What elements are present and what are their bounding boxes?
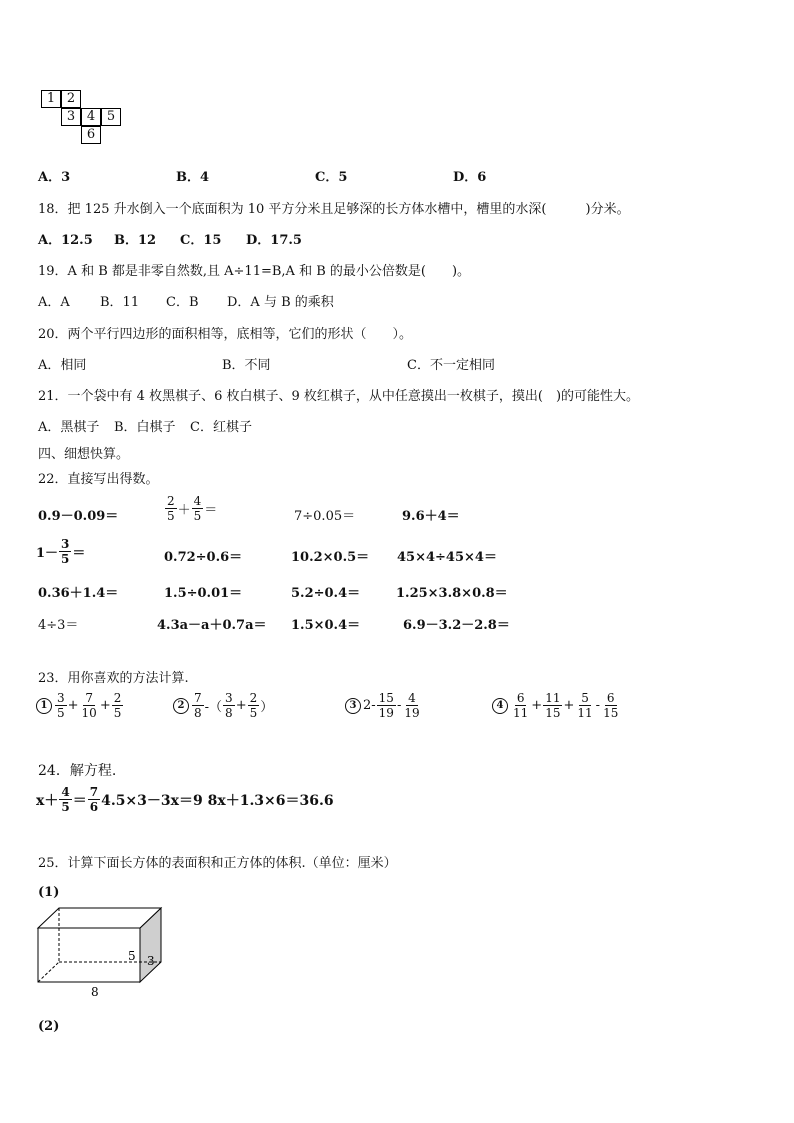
circled-number-2: 2 bbox=[173, 698, 189, 714]
operator: ＋ bbox=[177, 503, 191, 518]
fraction-numerator: 2 bbox=[167, 494, 175, 508]
expression-prefix: 1－ bbox=[36, 546, 59, 561]
fraction-denominator: 10 bbox=[81, 706, 97, 720]
operator: -（ bbox=[204, 700, 223, 715]
q22-r4-b: 4.3a－a＋0.7a＝ bbox=[157, 618, 267, 633]
fraction-numerator: 2 bbox=[249, 691, 258, 705]
fraction-numerator: 2 bbox=[113, 691, 122, 705]
fraction-denominator: 15 bbox=[545, 706, 561, 720]
q18-option-d[interactable]: D．17.5 bbox=[246, 233, 302, 248]
q23-expression-2 bbox=[173, 691, 273, 720]
section-4-heading: 四、细想快算。 bbox=[38, 447, 130, 462]
q23-expression-3 bbox=[345, 691, 423, 720]
q22-r1-c: 7÷0.05＝ bbox=[294, 509, 356, 524]
q23-title: 23．用你喜欢的方法计算. bbox=[38, 671, 189, 686]
cuboid-front-face bbox=[38, 928, 140, 982]
q22-r4-c: 1.5×0.4＝ bbox=[291, 618, 361, 633]
circled-number-4: 4 bbox=[492, 698, 508, 714]
q17-option-a[interactable]: A．3 bbox=[38, 170, 71, 185]
operator: + bbox=[67, 698, 79, 713]
fraction-denominator: 6 bbox=[89, 800, 99, 814]
equations-rest: 4.5×3－3x＝9 8x＋1.3×6＝36.6 bbox=[101, 792, 334, 809]
fraction-numerator: 4 bbox=[193, 494, 202, 508]
q19-option-b[interactable]: B．11 bbox=[100, 295, 140, 310]
q22-r2-b: 0.72÷0.6＝ bbox=[164, 550, 243, 565]
fraction-denominator: 15 bbox=[603, 706, 619, 720]
length-label: 8 bbox=[91, 985, 99, 999]
q22-r1-a: 0.9－0.09＝ bbox=[38, 509, 119, 524]
q22-r1-d: 9.6＋4＝ bbox=[402, 509, 460, 524]
q20-text: 20．两个平行四边形的面积相等，底相等，它们的形状（ ）。 bbox=[38, 327, 413, 342]
net-cell-3: 3 bbox=[61, 108, 81, 126]
q19-text: 19．A 和 B 都是非零自然数,且 A÷11=B,A 和 B 的最小公倍数是( )。 bbox=[38, 264, 471, 279]
fraction-numerator: 3 bbox=[61, 537, 70, 551]
q22-r3-d: 1.25×3.8×0.8＝ bbox=[396, 586, 508, 601]
fraction-denominator: 5 bbox=[61, 800, 70, 814]
expression-prefix: 2- bbox=[363, 698, 376, 713]
fraction-denominator: 11 bbox=[577, 706, 593, 720]
q19-option-c[interactable]: C．B bbox=[166, 295, 199, 310]
cuboid-top-face bbox=[38, 908, 161, 928]
fraction-numerator: 7 bbox=[85, 691, 93, 705]
closing-paren: ） bbox=[260, 700, 274, 715]
q18-option-b[interactable]: B．12 bbox=[114, 233, 157, 248]
q22-r3-c: 5.2÷0.4＝ bbox=[291, 586, 361, 601]
q17-option-b[interactable]: B．4 bbox=[176, 170, 210, 185]
fraction-numerator: 6 bbox=[606, 691, 615, 705]
operator: + bbox=[235, 698, 247, 713]
fraction-numerator: 5 bbox=[581, 691, 589, 705]
q23-expression-1 bbox=[36, 691, 124, 720]
fraction-numerator: 15 bbox=[378, 691, 394, 705]
q22-r2-a bbox=[36, 537, 85, 566]
fraction-denominator: 11 bbox=[513, 706, 529, 720]
q22-r1-b bbox=[164, 494, 217, 523]
height-label: 3 bbox=[147, 954, 155, 968]
operator: + bbox=[563, 698, 575, 713]
operator: - bbox=[396, 698, 402, 713]
q20-option-a[interactable]: A．相同 bbox=[38, 358, 87, 373]
q20-option-b[interactable]: B．不同 bbox=[222, 358, 271, 373]
operator: - bbox=[595, 698, 601, 713]
circled-number-1: 1 bbox=[36, 698, 52, 714]
fraction-denominator: 5 bbox=[249, 706, 258, 720]
q21-option-a[interactable]: A．黑棋子 bbox=[38, 420, 100, 435]
q22-r4-d: 6.9－3.2－2.8＝ bbox=[403, 618, 510, 633]
equals-sign: ＝ bbox=[72, 546, 86, 561]
equals-sign: ＝ bbox=[204, 503, 218, 518]
fraction-denominator: 5 bbox=[57, 706, 65, 720]
q18-option-c[interactable]: C．15 bbox=[180, 233, 222, 248]
q20-option-c[interactable]: C．不一定相同 bbox=[407, 358, 495, 373]
net-cell-1: 1 bbox=[41, 90, 61, 108]
q25-title: 25．计算下面长方体的表面积和正方体的体积.（单位：厘米） bbox=[38, 856, 397, 871]
fraction-numerator: 3 bbox=[225, 691, 233, 705]
net-cell-4: 4 bbox=[81, 108, 101, 126]
q22-r3-a: 0.36＋1.4＝ bbox=[38, 586, 119, 601]
q25-part-1-label: (1) bbox=[38, 885, 60, 900]
fraction-denominator: 8 bbox=[194, 706, 202, 720]
fraction-numerator: 6 bbox=[516, 691, 525, 705]
fraction-numerator: 7 bbox=[89, 785, 99, 799]
operator: + bbox=[99, 698, 111, 713]
q22-r2-c: 10.2×0.5＝ bbox=[291, 550, 370, 565]
q21-option-b[interactable]: B．白棋子 bbox=[114, 420, 176, 435]
q24-equations bbox=[36, 785, 334, 814]
fraction-numerator: 7 bbox=[194, 691, 202, 705]
width-label: 5 bbox=[128, 949, 136, 963]
operator: + bbox=[531, 698, 543, 713]
fraction-denominator: 5 bbox=[193, 509, 202, 523]
q17-option-d[interactable]: D．6 bbox=[453, 170, 487, 185]
q24-title: 24．解方程. bbox=[38, 763, 117, 779]
fraction-denominator: 5 bbox=[167, 509, 175, 523]
fraction-denominator: 5 bbox=[61, 552, 70, 566]
fraction-denominator: 19 bbox=[378, 706, 394, 720]
q21-text: 21．一个袋中有 4 枚黑棋子、6 枚白棋子、9 枚红棋子，从中任意摸出一枚棋子，摸出( )的可能性大。 bbox=[38, 389, 640, 404]
q19-option-d[interactable]: D．A 与 B 的乘积 bbox=[227, 295, 334, 310]
q25-part-2-label: (2) bbox=[38, 1019, 60, 1034]
fraction-numerator: 11 bbox=[545, 691, 561, 705]
q22-r4-a: 4÷3＝ bbox=[38, 618, 79, 633]
q21-option-c[interactable]: C．红棋子 bbox=[190, 420, 252, 435]
circled-number-3: 3 bbox=[345, 698, 361, 714]
fraction-denominator: 8 bbox=[225, 706, 233, 720]
fraction-denominator: 5 bbox=[113, 706, 122, 720]
q22-title: 22．直接写出得数。 bbox=[38, 472, 159, 487]
net-cell-6: 6 bbox=[81, 126, 101, 144]
net-cell-2: 2 bbox=[61, 90, 81, 108]
cuboid-figure bbox=[30, 900, 170, 1000]
q17-option-c[interactable]: C．5 bbox=[315, 170, 348, 185]
expression-prefix: x＋ bbox=[36, 792, 59, 809]
q22-r2-d: 45×4÷45×4＝ bbox=[397, 550, 497, 565]
equals-sign: ＝ bbox=[72, 792, 87, 809]
q19-option-a[interactable]: A．A bbox=[38, 295, 70, 310]
net-cell-5: 5 bbox=[101, 108, 121, 126]
q18-option-a[interactable]: A．12.5 bbox=[38, 233, 93, 248]
fraction-denominator: 19 bbox=[404, 706, 420, 720]
fraction-numerator: 3 bbox=[57, 691, 65, 705]
q18-text: 18．把 125 升水倒入一个底面积为 10 平方分米且足够深的长方体水槽中，槽里的水深( )分米。 bbox=[38, 202, 630, 217]
q22-r3-b: 1.5÷0.01＝ bbox=[164, 586, 243, 601]
fraction-numerator: 4 bbox=[61, 785, 70, 799]
q23-expression-4 bbox=[492, 691, 621, 720]
fraction-numerator: 4 bbox=[408, 691, 416, 705]
